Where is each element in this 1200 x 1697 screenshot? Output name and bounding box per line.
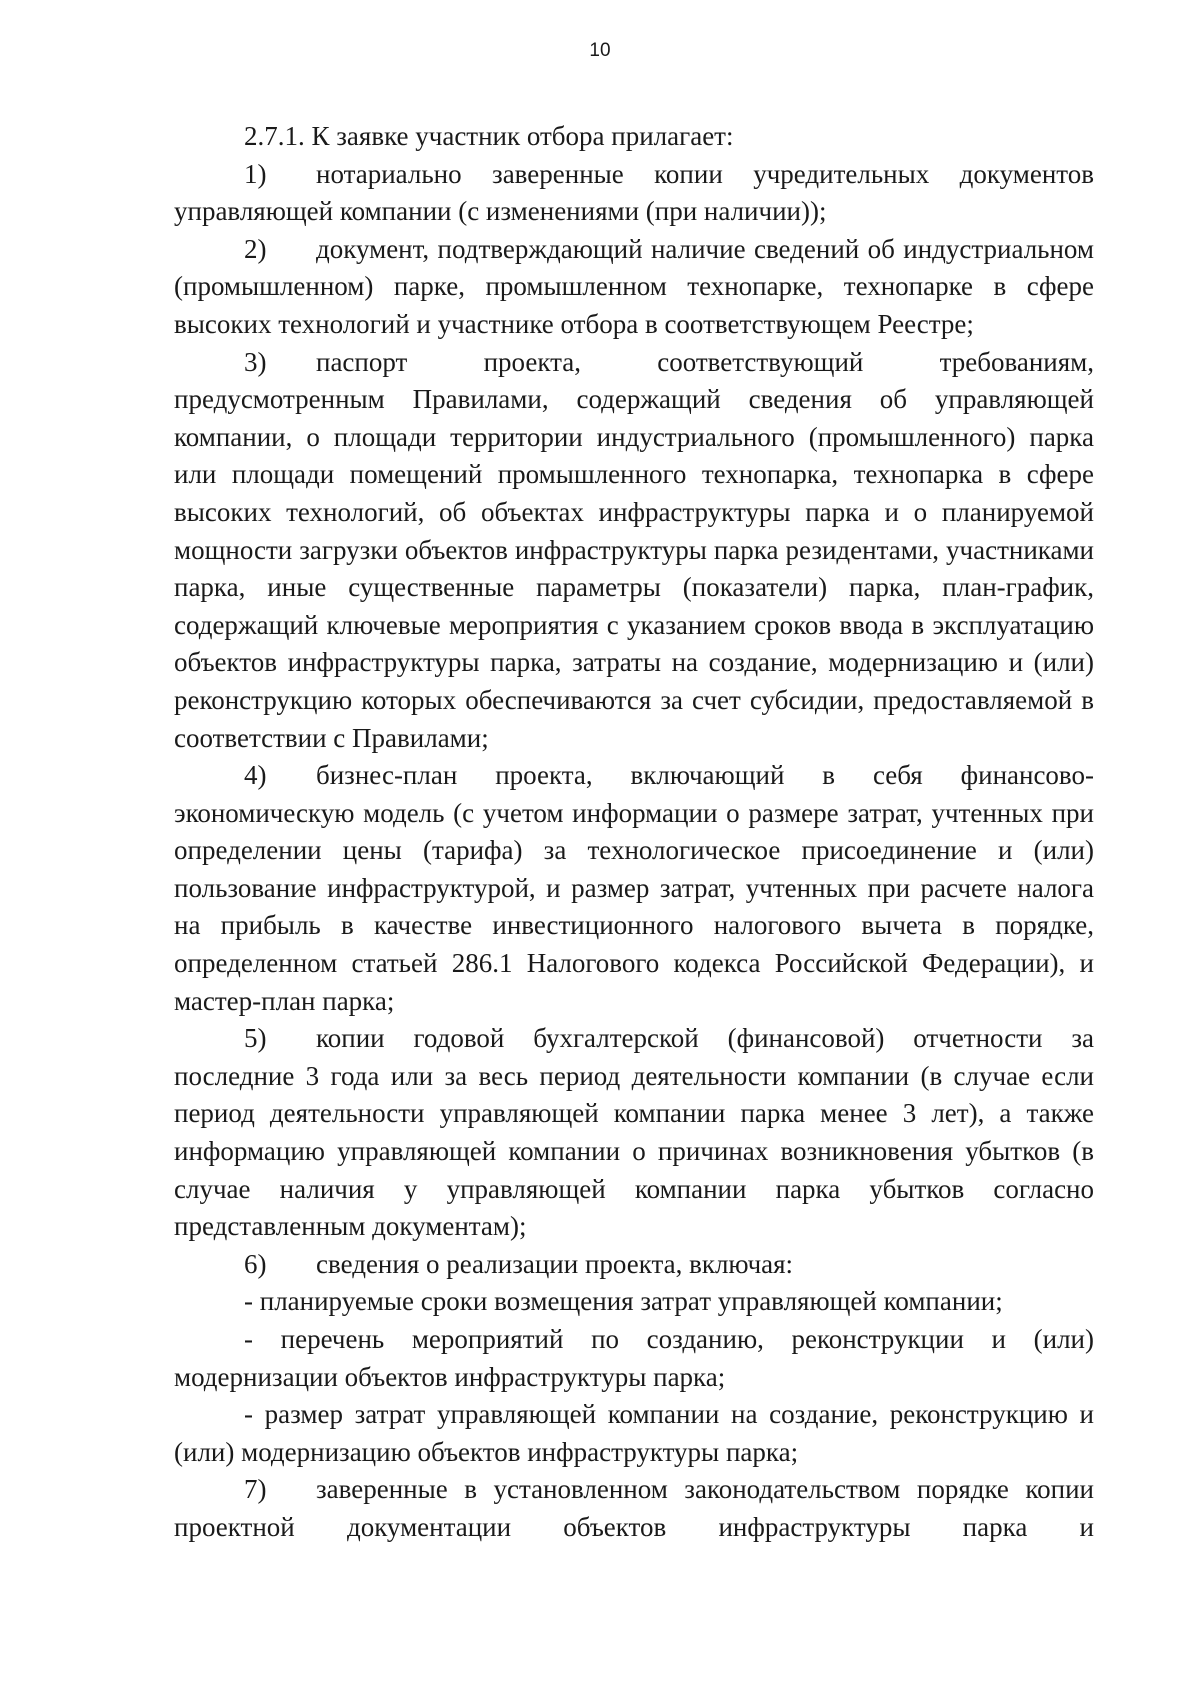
- sub-item: - перечень мероприятий по созданию, реконструкции и (или) модернизации объектов инфраструктуры парка;: [174, 1324, 1094, 1392]
- item-text: копии годовой бухгалтерской (финансовой) отчетности за последние 3 года или за весь период деятельности компании (в случае если период деятельности управляющей компании парка менее 3 лет), а также информацию управляющей компании о причинах возникновения убытков (в случае наличия у управляющей компании парка убытков согласно представленным документам);: [174, 1023, 1094, 1242]
- item-number: 3): [244, 346, 267, 377]
- list-item-2: [174, 231, 1094, 344]
- item-text: сведения о реализации проекта, включая:: [316, 1248, 794, 1279]
- section-intro: 2.7.1. К заявке участник отбора прилагает:: [244, 121, 734, 151]
- item-number: 2): [244, 233, 267, 264]
- list-item-3: [174, 344, 1094, 758]
- list-item-1: [174, 156, 1094, 231]
- item-text: заверенные в установленном законодательством порядке копии проектной документации объектов инфраструктуры парка и: [174, 1474, 1094, 1542]
- item-number: 7): [244, 1474, 267, 1505]
- list-item-5: [174, 1020, 1094, 1246]
- item-number: 6): [244, 1248, 267, 1279]
- item-number: 4): [244, 760, 267, 791]
- sub-item: - планируемые сроки возмещения затрат управляющей компании;: [244, 1286, 1003, 1317]
- list-item-7: [174, 1471, 1094, 1546]
- page-number: 10: [589, 40, 611, 61]
- item-text: документ, подтверждающий наличие сведений об индустриальном (промышленном) парке, промышленном технопарке, технопарке в сфере высоких технологий и участнике отбора в соответствующем Реестре;: [174, 233, 1094, 339]
- item-number: 1): [244, 158, 267, 189]
- item-text: паспорт проекта, соответствующий требованиям, предусмотренным Правилами, содержащий сведения об управляющей компании, о площади территории индустриального (промышленного) парка или площади помещений промышленного технопарка, технопарка в сфере высоких технологий, об объектах инфраструктуры парка и о планируемой мощности загрузки объектов инфраструктуры парка резидентами, участниками парка, иные существенные параметры (показатели) парка, план-график, содержащий ключевые мероприятия с указанием сроков ввода в эксплуатацию объектов инфраструктуры парка, затраты на создание, модернизацию и (или) реконструкцию которых обеспечиваются за счет субсидии, предоставляемой в соответствии с Правилами;: [174, 346, 1094, 753]
- list-item-4: [174, 757, 1094, 1020]
- sub-item: - размер затрат управляющей компании на создание, реконструкцию и (или) модернизацию объектов инфраструктуры парка;: [174, 1399, 1094, 1467]
- item-text: нотариально заверенные копии учредительных документов управляющей компании (с изменениями (при наличии));: [174, 158, 1094, 227]
- document-body: [174, 118, 1094, 1547]
- list-item-6: [174, 1246, 1094, 1284]
- item-number: 5): [244, 1023, 267, 1054]
- item-text: бизнес-план проекта, включающий в себя финансово-экономическую модель (с учетом информации о размере затрат, учтенных при определении цены (тарифа) за технологическое присоединение и (или) пользование инфраструктурой, и размер затрат, учтенных при расчете налога на прибыль в качестве инвестиционного налогового вычета в порядке, определенном статьей 286.1 Налогового кодекса Российской Федерации), и мастер-план парка;: [174, 760, 1094, 1016]
